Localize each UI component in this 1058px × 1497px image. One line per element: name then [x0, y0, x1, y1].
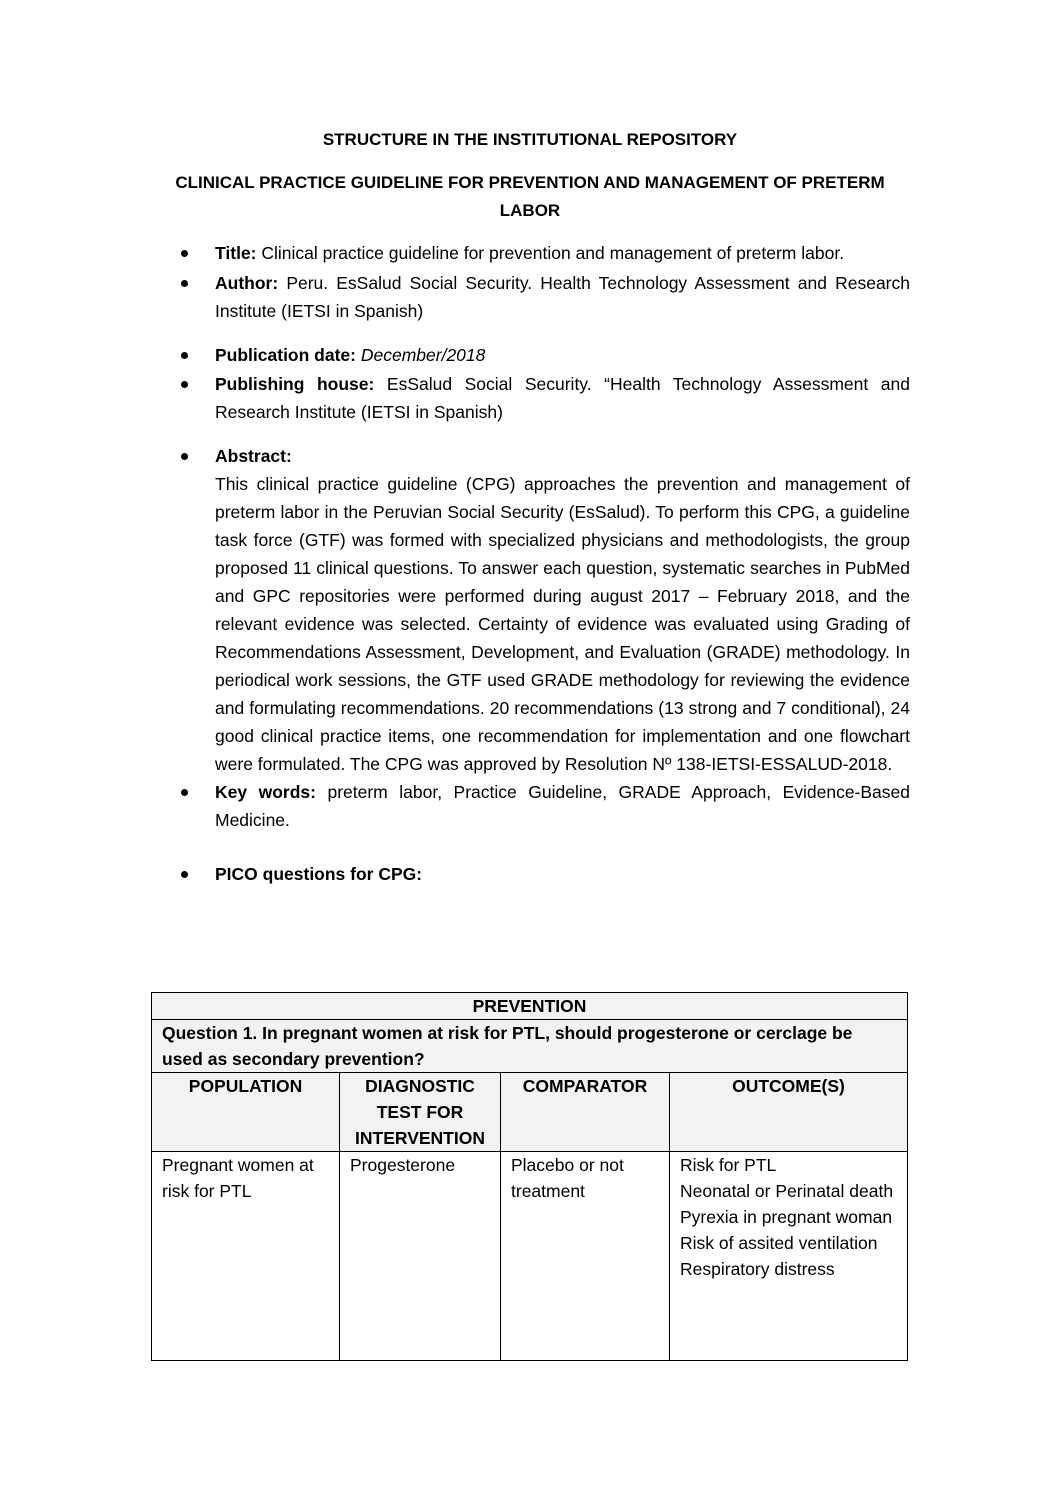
- column-header-comparator: COMPARATOR: [501, 1073, 670, 1152]
- publication-date-label: Publication date:: [215, 345, 356, 365]
- outcome-item: Pyrexia in pregnant woman: [680, 1207, 893, 1227]
- outcome-item: Risk of assited ventilation: [680, 1233, 878, 1253]
- title-label: Title:: [215, 243, 257, 263]
- structure-title: STRUCTURE IN THE INSTITUTIONAL REPOSITORY: [322, 130, 738, 149]
- outcome-item: Risk for PTL: [680, 1155, 777, 1175]
- question-cell: Question 1. In pregnant women at risk for PTL, should progesterone or cerclage be used as secondary prevention?: [152, 1020, 908, 1073]
- author-value: Peru. EsSalud Social Security. Health Technology Assessment and Research Institute (IETSI in Spanish): [215, 273, 910, 321]
- list-item-publication-date: [170, 341, 910, 369]
- publishing-house-label: Publishing house:: [215, 374, 375, 394]
- population-cell: Pregnant women at risk for PTL: [152, 1152, 340, 1361]
- column-header-intervention: DIAGNOSTIC TEST FOR INTERVENTION: [340, 1073, 501, 1152]
- guideline-title: CLINICAL PRACTICE GUIDELINE FOR PREVENTION AND MANAGEMENT OF PRETERM LABOR: [175, 173, 885, 220]
- outcome-item: Neonatal or Perinatal death: [680, 1181, 894, 1201]
- bullet-icon: [181, 352, 188, 359]
- list-item-pico: [170, 860, 910, 888]
- list-item-keywords: [170, 778, 910, 834]
- outcome-item: Respiratory distress: [680, 1259, 835, 1279]
- bullet-icon: [181, 280, 188, 287]
- publication-date-value: December/2018: [360, 345, 486, 365]
- table-row: [152, 1152, 908, 1361]
- metadata-list: [170, 239, 910, 888]
- section-header: PREVENTION: [152, 993, 908, 1020]
- keywords-value: preterm labor, Practice Guideline, GRADE Approach, Evidence-Based Medicine.: [215, 782, 911, 830]
- table-row: [152, 1020, 908, 1073]
- comparator-cell: Placebo or not treatment: [501, 1152, 670, 1361]
- list-item-publishing-house: [170, 370, 910, 426]
- bullet-icon: [181, 250, 188, 257]
- bullet-icon: [181, 871, 188, 878]
- outcomes-cell: [670, 1152, 908, 1361]
- column-header-outcomes: OUTCOME(S): [670, 1073, 908, 1152]
- abstract-label: Abstract:: [215, 446, 292, 466]
- publishing-house-value: EsSalud Social Security. “Health Technology Assessment and Research Institute (IETSI in Spanish): [215, 374, 910, 422]
- bullet-icon: [181, 381, 188, 388]
- bullet-icon: [181, 453, 188, 460]
- keywords-label: Key words:: [215, 782, 316, 802]
- bullet-icon: [181, 789, 188, 796]
- list-item-abstract: [170, 442, 910, 778]
- table-row: [152, 993, 908, 1020]
- author-label: Author:: [215, 273, 279, 293]
- list-item-title: [170, 239, 910, 267]
- outcomes-list: [680, 1152, 897, 1282]
- pico-label: PICO questions for CPG:: [215, 864, 423, 884]
- title-value: Clinical practice guideline for prevention and management of preterm labor.: [261, 243, 845, 263]
- column-header-population: POPULATION: [152, 1073, 340, 1152]
- list-item-author: [170, 269, 910, 325]
- intervention-cell: Progesterone: [340, 1152, 501, 1361]
- table-header-row: [152, 1073, 908, 1152]
- abstract-text: This clinical practice guideline (CPG) approaches the prevention and management of preterm labor in the Peruvian Social Security (EsSalud). To perform this CPG, a guideline task force (GTF) was formed with specialized physicians and methodologists, the group proposed 11 clinical questions. To answer each question, systematic searches in PubMed and GPC repositories were performed during august 2017 – February 2018, and the relevant evidence was selected. Certainty of evidence was evaluated using Grading of Recommendations Assessment, Development, and Evaluation (GRADE) methodology. In periodical work sessions, the GTF used GRADE methodology for reviewing the evidence and formulating recommendations. 20 recommendations (13 strong and 7 conditional), 24 good clinical practice items, one recommendation for implementation and one flowchart were formulated. The CPG was approved by Resolution Nº 138-IETSI-ESSALUD-2018.: [215, 474, 910, 774]
- pico-table: [151, 992, 908, 1361]
